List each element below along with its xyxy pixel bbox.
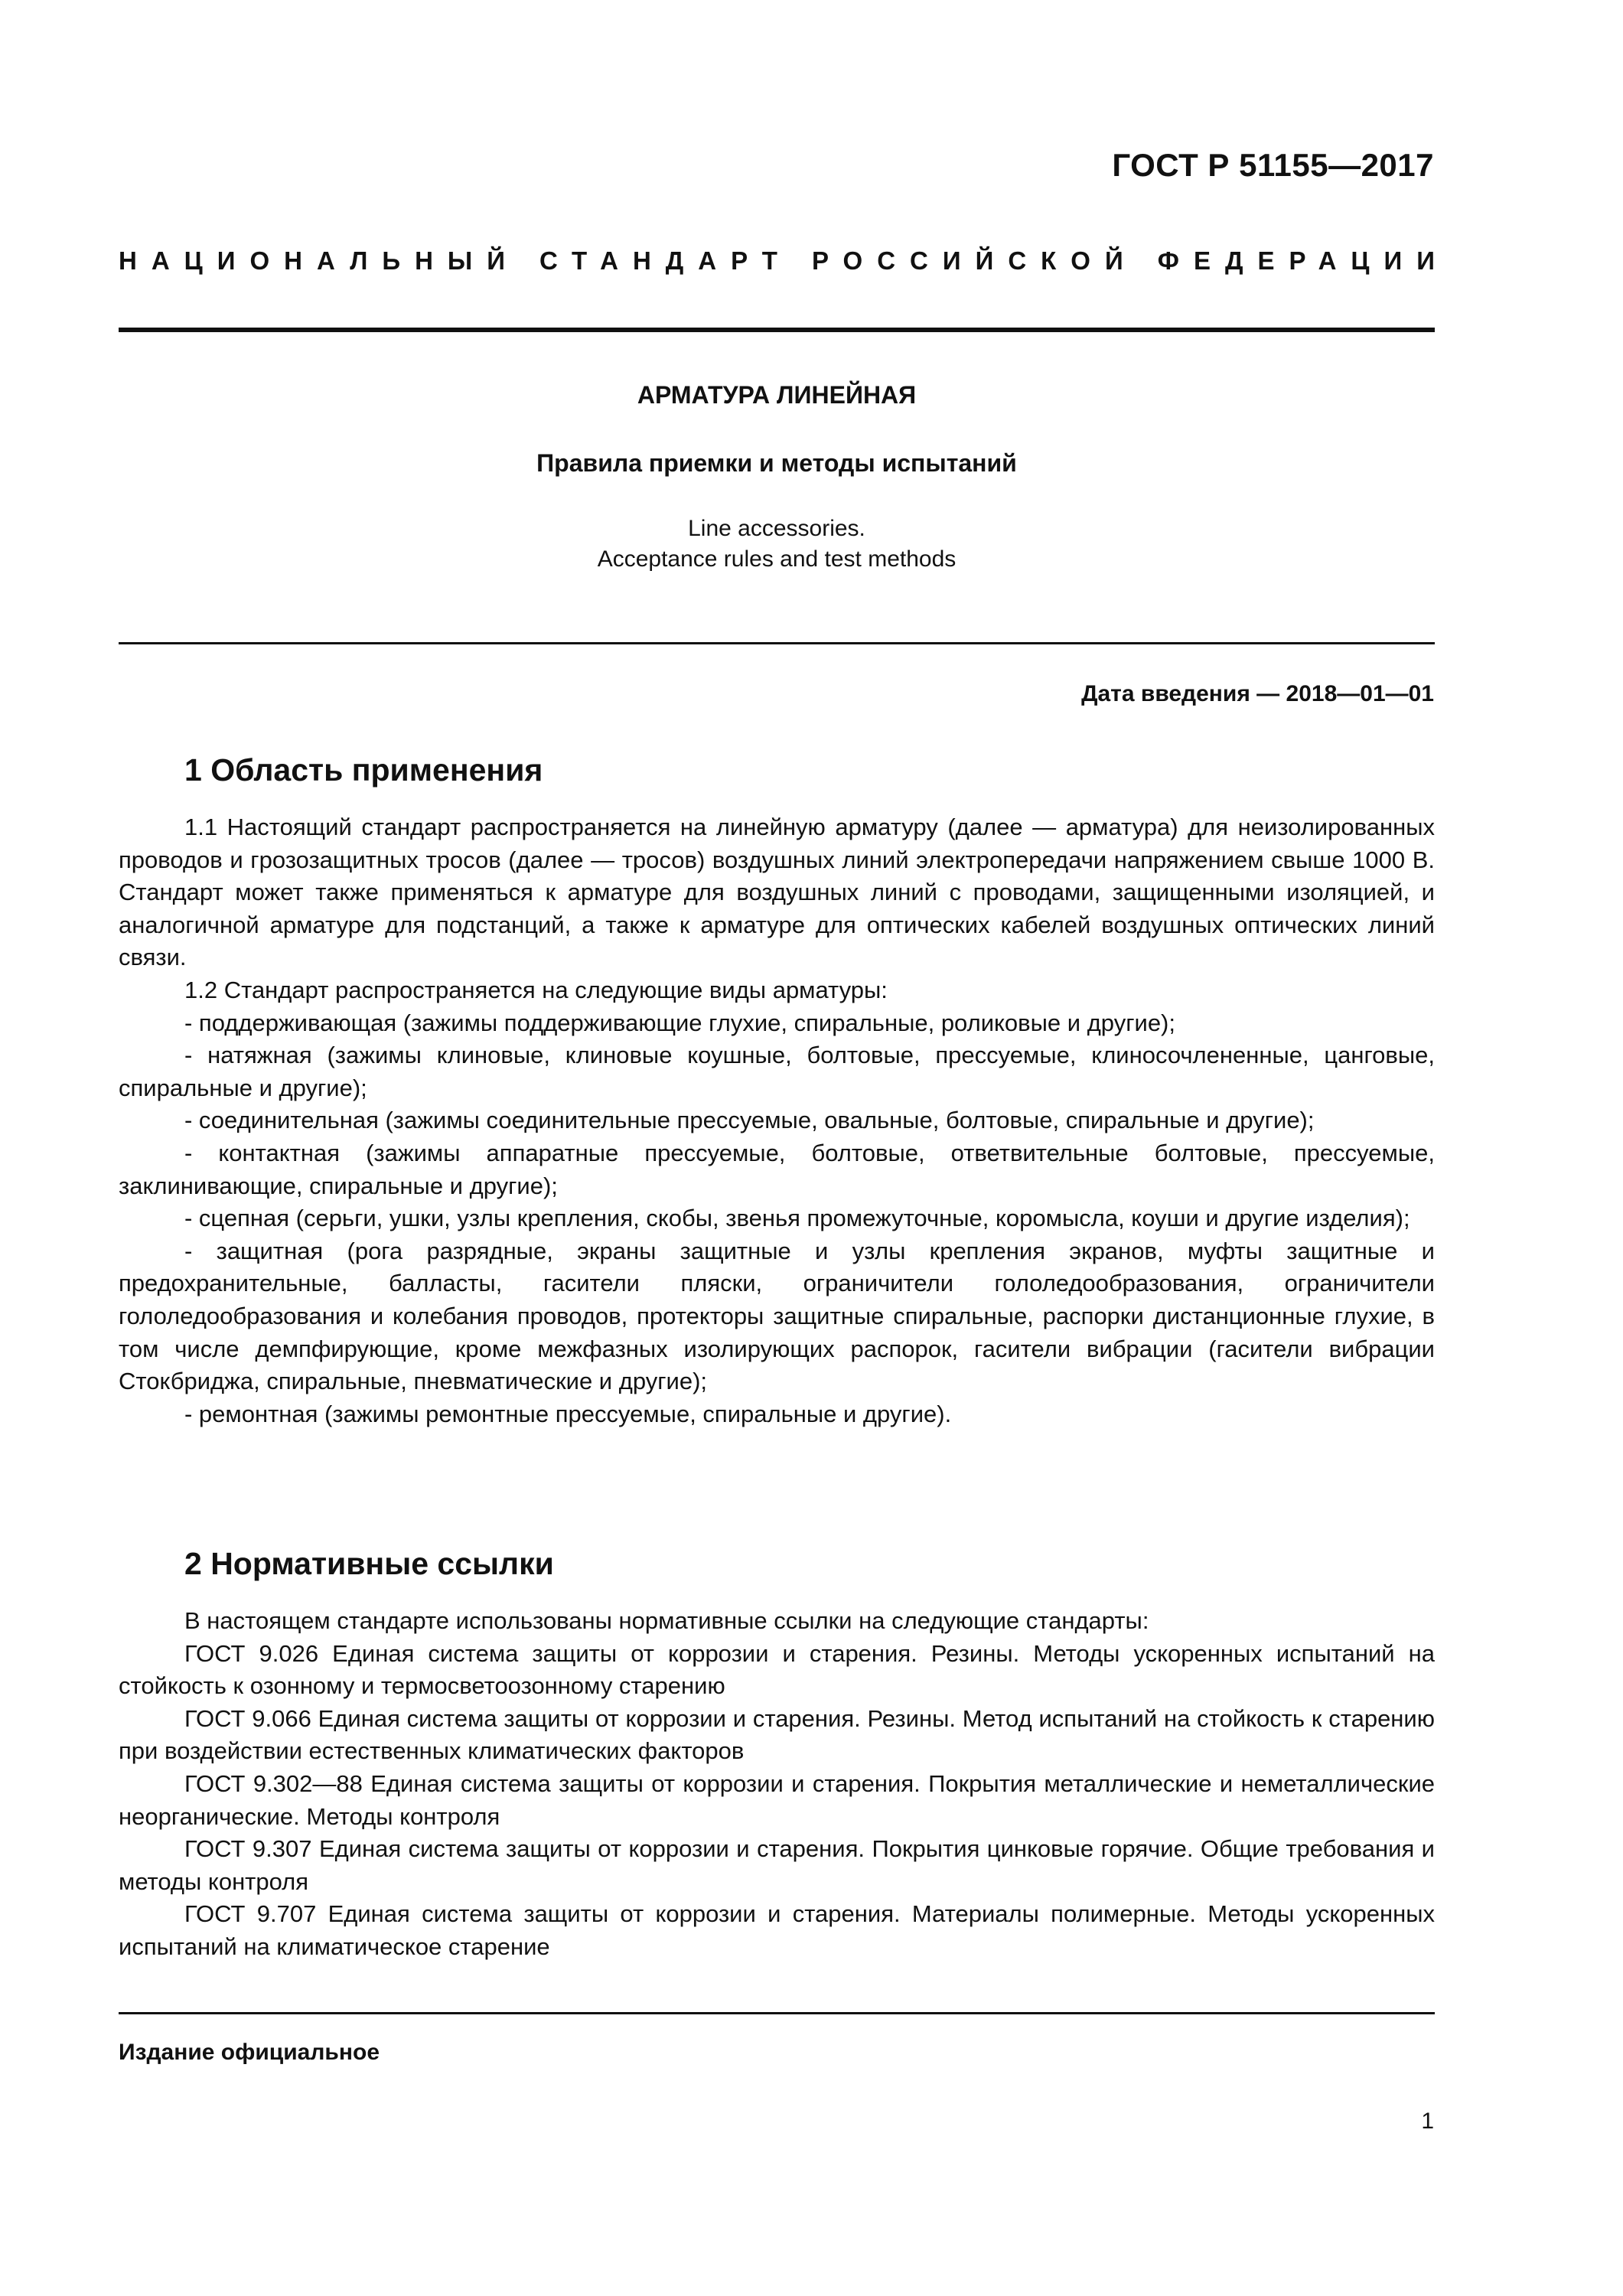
list-item: - натяжная (зажимы клиновые, клиновые коушные, болтовые, прессуемые, клиносочлененные, цанговые, спиральные и другие); — [119, 1042, 1435, 1101]
list-item: - сцепная (серьги, ушки, узлы крепления, скобы, звенья промежуточные, коромысла, коуши и другие изделия); — [184, 1205, 1410, 1232]
national-title-word: ФЕДЕРАЦИИ — [1157, 246, 1449, 275]
section-body — [119, 1605, 1435, 1964]
list-item: - контактная (зажимы аппаратные прессуемые, болтовые, ответвительные болтовые, прессуемые, заклинивающие, спиральные и другие); — [119, 1139, 1435, 1199]
english-title-line: Line accessories. — [688, 516, 865, 541]
national-title-word: РОССИЙСКОЙ — [811, 246, 1138, 275]
national-standard-title — [119, 246, 1449, 276]
section-heading: 1 Область применения — [184, 752, 543, 788]
list-item: - защитная (рога разрядные, экраны защитные и узлы крепления экранов, муфты защитные и предохранительные, балласты, гасители пляски, ограничители гололедообразования, ограничители гололедообразования и колебания проводов, протекторы защитные спиральные, распорки дистанционные глухие, в том числе демпфирующие, кроме межфазных изолирующих распорок, гасители вибрации (гасители вибрации Стокбриджа, спиральные, пневматические и другие); — [119, 1237, 1435, 1395]
paragraph: 1.1 Настоящий стандарт распространяется на линейную арматуру (далее — арматура) для неизолированных проводов и грозозащитных тросов (далее — тросов) воздушных линий электропередачи напряжением свыше 1000 В. Стандарт может также применяться к арматуре для воздушных линий с проводами, защищенными изоляцией, и аналогичной арматуре для подстанций, а также к арматуре для оптических кабелей воздушных оптических линий связи. — [119, 814, 1435, 971]
reference-item: ГОСТ 9.066 Единая система защиты от коррозии и старения. Резины. Метод испытаний на стойкость к старению при воздействии естественных климатических факторов — [119, 1704, 1435, 1765]
page-number: 1 — [1421, 2108, 1434, 2134]
section-heading: 2 Нормативные ссылки — [184, 1546, 554, 1581]
national-title-word: СТАНДАРТ — [539, 246, 792, 275]
edition-label: Издание официальное — [119, 2040, 380, 2065]
introduction-date: Дата введения — 2018—01—01 — [1081, 681, 1434, 706]
reference-item: ГОСТ 9.302—88 Единая система защиты от коррозии и старения. Покрытия металлические и неметаллические неорганические. Методы контроля — [119, 1769, 1435, 1830]
title-divider — [119, 642, 1435, 644]
list-item: - поддерживающая (зажимы поддерживающие глухие, спиральные, роликовые и другие); — [184, 1009, 1175, 1036]
footer-divider — [119, 2012, 1435, 2014]
standard-number: ГОСТ Р 51155—2017 — [1112, 147, 1434, 183]
list-item: - соединительная (зажимы соединительные прессуемые, овальные, болтовые, спиральные и другие); — [184, 1107, 1315, 1134]
list-item: - ремонтная (зажимы ремонтные прессуемые, спиральные и другие). — [184, 1400, 952, 1427]
reference-item: ГОСТ 9.707 Единая система защиты от коррозии и старения. Материалы полимерные. Методы ускоренных испытаний на климатическое старение — [119, 1900, 1435, 1960]
document-title: АРМАТУРА ЛИНЕЙНАЯ — [637, 381, 917, 409]
national-title-word: НАЦИОНАЛЬНЫЙ — [119, 246, 520, 275]
reference-item: ГОСТ 9.026 Единая система защиты от коррозии и старения. Резины. Методы ускоренных испытаний на стойкость к озонному и термосветоозонному старению — [119, 1639, 1435, 1700]
section-body — [119, 811, 1435, 1430]
paragraph: 1.2 Стандарт распространяется на следующие виды арматуры: — [184, 976, 888, 1003]
paragraph: В настоящем стандарте использованы нормативные ссылки на следующие стандарты: — [184, 1607, 1149, 1634]
header-divider — [119, 328, 1435, 332]
english-title — [119, 514, 1435, 575]
document-subtitle: Правила приемки и методы испытаний — [536, 449, 1017, 477]
reference-item: ГОСТ 9.307 Единая система защиты от коррозии и старения. Покрытия цинковые горячие. Общие требования и методы контроля — [119, 1835, 1435, 1895]
english-title-line: Acceptance rules and test methods — [597, 546, 957, 572]
